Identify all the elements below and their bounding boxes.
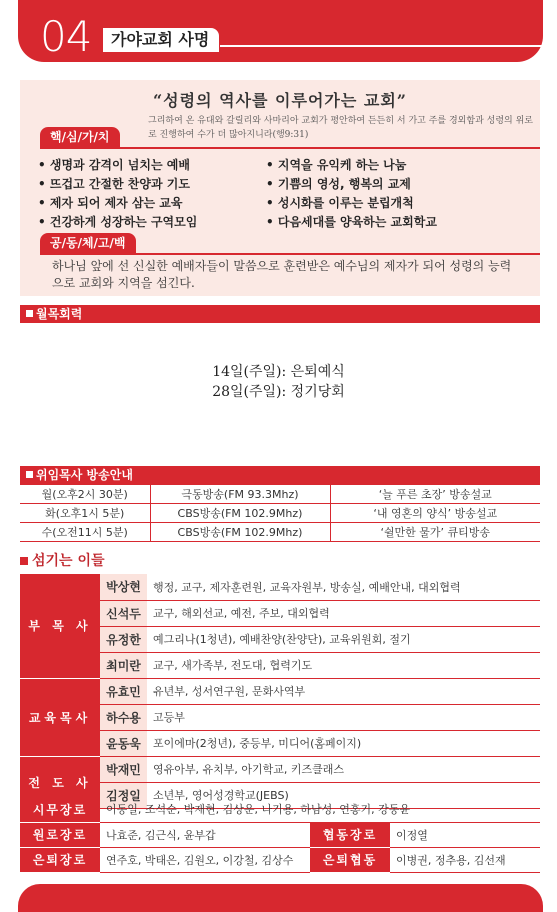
- table-cell: ‘늘 푸른 초장’ 방송설교: [330, 485, 540, 504]
- schedule-item: 14일(주일): 은퇴예식: [212, 364, 345, 380]
- table-row: [20, 678, 540, 704]
- staff-name: 김정일: [100, 782, 147, 808]
- broadcast-table: [20, 484, 540, 542]
- table-row: [20, 504, 540, 523]
- staff-role: 예그리나(1청년), 예배찬양(찬양단), 교육위원회, 절기: [147, 626, 540, 652]
- core-values-right: [266, 156, 437, 232]
- list-item: • 다음세대를 양육하는 교회학교: [266, 213, 437, 232]
- group-label: 전 도 사: [20, 756, 100, 808]
- list-item: • 뜨겁고 간절한 찬양과 기도: [38, 175, 197, 194]
- table-cell: ‘쉴만한 물가’ 큐티방송: [330, 523, 540, 542]
- senior-elders: 이동일, 조석순, 박재현, 김상운, 나기용, 하남성, 연홍기, 강동윤: [100, 797, 540, 822]
- header-banner: [18, 0, 543, 62]
- staff-role: 고등부: [147, 704, 540, 730]
- motto: “성령의 역사를 이루어가는 교회”: [152, 91, 408, 110]
- staff-role: 교구, 해외선교, 예전, 주보, 대외협력: [147, 600, 540, 626]
- staff-role: 포이에마(2청년), 중등부, 미디어(홈페이지): [147, 730, 540, 756]
- header-divider: [220, 45, 543, 47]
- table-row: [20, 485, 540, 504]
- elders-table: [20, 797, 540, 873]
- retired-coop: 이병권, 정추용, 김선재: [390, 847, 540, 872]
- coop-elder: 이정열: [390, 822, 540, 847]
- list-item: • 제자 되어 제자 삼는 교육: [38, 194, 197, 213]
- group-label: 교육목사: [20, 678, 100, 756]
- staff-name: 신석두: [100, 600, 147, 626]
- footer-banner: [18, 884, 543, 912]
- divider: [40, 147, 540, 149]
- table-cell: 극동방송(FM 93.3Mhz): [150, 485, 330, 504]
- emeritus-elders: 나효준, 김근식, 윤부갑: [100, 822, 310, 847]
- coop-elder-label: 협동장로: [310, 822, 390, 847]
- table-cell: CBS방송(FM 102.9Mhz): [150, 504, 330, 523]
- monthly-section-header: 월목회력: [20, 305, 540, 323]
- staff-name: 유정한: [100, 626, 147, 652]
- core-values-label: 핵/심/가/치: [40, 127, 120, 147]
- retired-elders: 연주호, 박태은, 김원오, 이강철, 김상수: [100, 847, 310, 872]
- list-item: • 성시화를 이루는 분립개척: [266, 194, 437, 213]
- table-row: [20, 847, 540, 872]
- confession-label: 공/동/체/고/백: [40, 233, 136, 253]
- staff-table: [20, 574, 540, 809]
- page-header: [0, 0, 557, 70]
- table-cell: 화(오후1시 5분): [20, 504, 150, 523]
- table-row: [20, 797, 540, 822]
- broadcast-section-header: 위임목사 방송안내: [20, 466, 540, 484]
- monthly-schedule: [0, 362, 557, 402]
- staff-name: 최미란: [100, 652, 147, 678]
- vision-box: [20, 80, 540, 296]
- staff-role: 소년부, 영어성경학교(JEBS): [147, 782, 540, 808]
- staff-role: 영유아부, 유치부, 아기학교, 키즈클래스: [147, 756, 540, 782]
- list-item: • 기쁨의 영성, 행복의 교제: [266, 175, 437, 194]
- staff-role: 행정, 교구, 제자훈련원, 교육자원부, 방송실, 예배안내, 대외협력: [147, 574, 540, 600]
- staff-name: 박상현: [100, 574, 147, 600]
- confession-text: 하나님 앞에 선 신실한 예배자들이 말씀으로 훈련받은 예수님의 제자가 되어 성령의 능력으로 교회와 지역을 섬긴다.: [52, 259, 512, 290]
- table-cell: ‘내 영혼의 양식’ 방송설교: [330, 504, 540, 523]
- table-row: [20, 574, 540, 600]
- bible-verse: 그리하여 온 유대와 갈릴리와 사마리아 교회가 평안하여 든든히 서 가고 주를 경외함과 성령의 위로로 진행하여 수가 더 많아지니라(행9:31): [148, 116, 533, 140]
- table-row: [20, 523, 540, 542]
- staff-name: 하수용: [100, 704, 147, 730]
- square-icon: [20, 557, 28, 565]
- divider: [40, 253, 540, 255]
- schedule-item: 28일(주일): 정기당회: [212, 384, 345, 400]
- staff-role: 교구, 새가족부, 전도대, 협력기도: [147, 652, 540, 678]
- retired-coop-label: 은퇴협동: [310, 847, 390, 872]
- table-cell: 수(오전11시 5분): [20, 523, 150, 542]
- group-label: 부 목 사: [20, 574, 100, 678]
- table-row: [20, 822, 540, 847]
- table-cell: 월(오후2시 30분): [20, 485, 150, 504]
- section-number: 04: [40, 12, 92, 61]
- list-item: • 지역을 유익케 하는 나눔: [266, 156, 437, 175]
- list-item: • 건강하게 성장하는 구역모임: [38, 213, 197, 232]
- core-values-left: [38, 156, 197, 232]
- staff-role: 유년부, 성서연구원, 문화사역부: [147, 678, 540, 704]
- table-cell: CBS방송(FM 102.9Mhz): [150, 523, 330, 542]
- table-row: [20, 756, 540, 782]
- staff-name: 유효민: [100, 678, 147, 704]
- staff-name: 윤동욱: [100, 730, 147, 756]
- retired-elders-label: 은퇴장로: [20, 847, 100, 872]
- senior-elders-label: 시무장로: [20, 797, 100, 822]
- list-item: • 생명과 감격이 넘치는 예배: [38, 156, 197, 175]
- staff-section-header: 섬기는 이들: [20, 550, 105, 570]
- emeritus-elders-label: 원로장로: [20, 822, 100, 847]
- staff-name: 박재민: [100, 756, 147, 782]
- page-title: 가야교회 사명: [103, 28, 219, 52]
